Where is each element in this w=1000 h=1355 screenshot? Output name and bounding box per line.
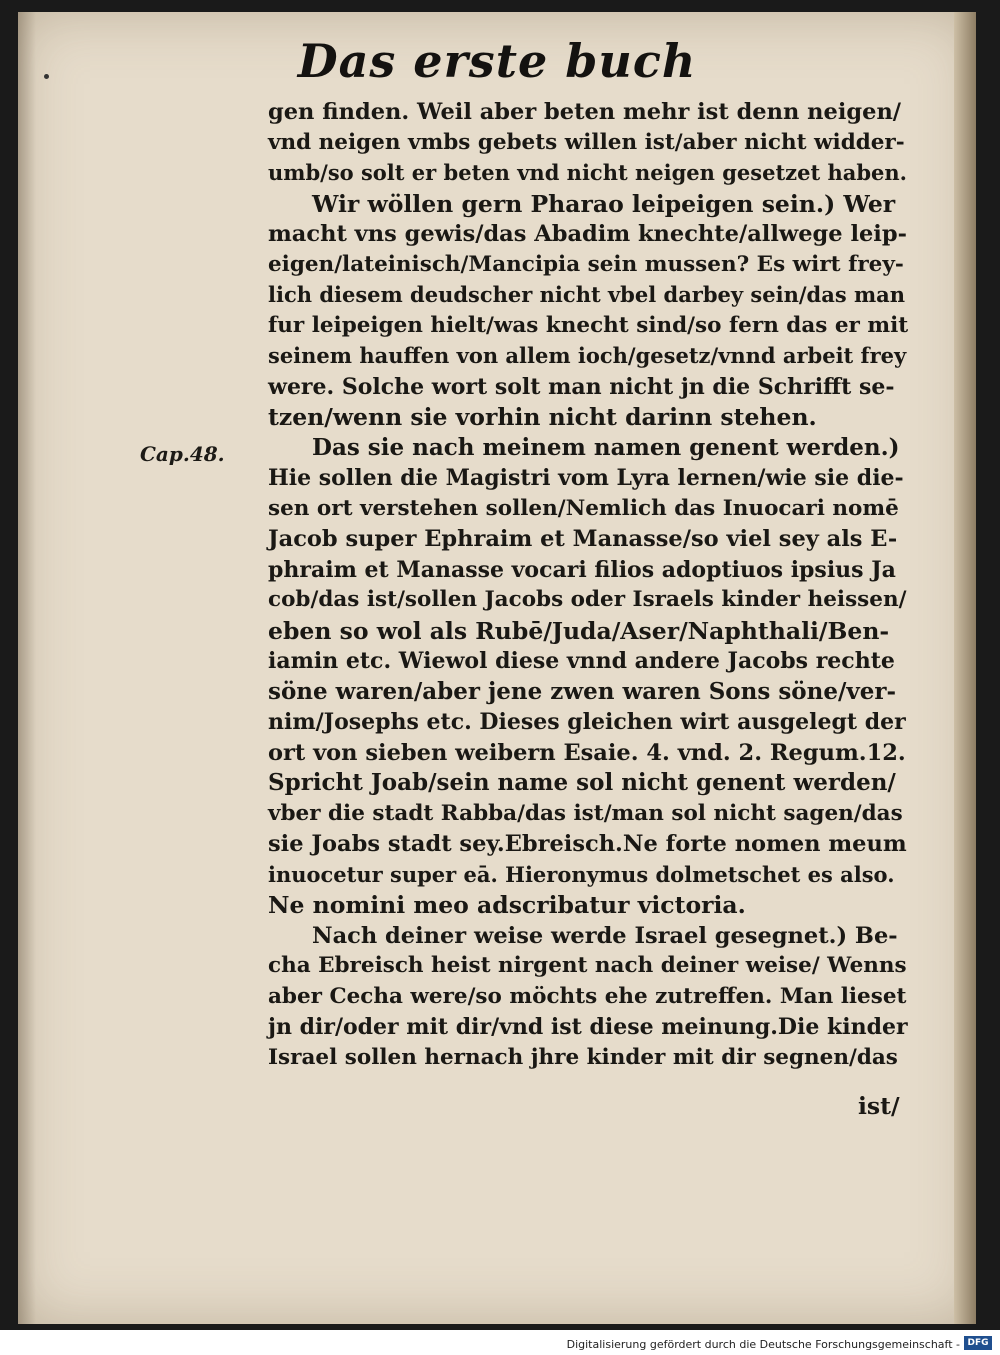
footer-credit: Digitalisierung gefördert durch die Deutsche Forschungsgemeinschaft - <box>566 1338 960 1351</box>
text-line: inuocetur super eā. Hieronymus dolmetschet es also. <box>268 861 895 887</box>
text-line: Ne nomini meo adscribatur victoria. <box>268 891 746 919</box>
text-line: Das sie nach meinem namen genent werden.) <box>312 433 900 461</box>
text-line: eigen/lateinisch/Mancipia sein mussen? Es wirt frey- <box>268 251 904 277</box>
text-line: aber Cecha were/so möchts ehe zutreffen. Man lieset <box>268 983 907 1009</box>
text-line: Israel sollen hernach jhre kinder mit dir segnen/das <box>268 1044 898 1070</box>
text-line: Nach deiner weise werde Israel gesegnet.) Be- <box>312 922 898 949</box>
text-line: seinem hauffen von allem ioch/gesetz/vnnd arbeit frey <box>268 343 907 368</box>
text-line: lich diesem deudscher nicht vbel darbey sein/das man <box>268 282 906 307</box>
text-line: tzen/wenn sie vorhin nicht darinn stehen. <box>268 403 817 431</box>
text-line: were. Solche wort solt man nicht jn die Schrifft se- <box>268 373 895 400</box>
dfg-logo-icon: DFG <box>964 1336 992 1350</box>
text-line: macht vns gewis/das Abadim knechte/allwege leip- <box>268 221 907 247</box>
text-line: gen finden. Weil aber beten mehr ist denn neigen/ <box>268 99 902 125</box>
text-line: söne waren/aber jene zwen waren Sons söne/ver- <box>268 677 897 705</box>
text-line: sie Joabs stadt sey.Ebreisch.Ne forte nomen meum <box>268 831 907 857</box>
page-edge <box>954 12 976 1324</box>
text-line: cob/das ist/sollen Jacobs oder Israels kinder heissen/ <box>268 587 907 612</box>
text-line: jn dir/oder mit dir/vnd ist diese meinung.Die kinder <box>268 1014 908 1040</box>
book-page <box>18 12 976 1324</box>
text-line: vber die stadt Rabba/das ist/man sol nicht sagen/das <box>268 800 903 826</box>
text-line: ort von sieben weibern Esaie. 4. vnd. 2. Regum.12. <box>268 739 906 766</box>
text-line: Wir wöllen gern Pharao leipeigen sein.) Wer <box>312 189 896 218</box>
text-line: Hie sollen die Magistri vom Lyra lernen/wie sie die- <box>268 465 904 491</box>
text-line: sen ort verstehen sollen/Nemlich das Inuocari nomē <box>268 495 899 521</box>
text-line: cha Ebreisch heist nirgent nach deiner weise/ Wenns <box>268 953 907 978</box>
chapter-margin-note: Cap.48. <box>140 442 225 466</box>
text-line: eben so wol als Rubē/Juda/Aser/Naphthali/Ben- <box>268 616 890 645</box>
text-line: nim/Josephs etc. Dieses gleichen wirt ausgelegt der <box>268 709 906 735</box>
catchword: ist/ <box>858 1092 900 1120</box>
text-line: Jacob super Ephraim et Manasse/so viel sey als E- <box>268 526 898 552</box>
text-line: iamin etc. Wiewol diese vnnd andere Jacobs rechte <box>268 648 895 674</box>
text-line: vnd neigen vmbs gebets willen ist/aber nicht widder- <box>268 129 905 155</box>
text-line: fur leipeigen hielt/was knecht sind/so fern das er mit <box>268 312 909 338</box>
page-header: Das erste buch <box>297 34 697 88</box>
body-text <box>268 97 908 1073</box>
text-line: umb/so solt er beten vnd nicht neigen gesetzet haben. <box>268 160 907 185</box>
text-line: Spricht Joab/sein name sol nicht genent werden/ <box>268 769 896 796</box>
text-line: phraim et Manasse vocari filios adoptiuos ipsius Ja <box>268 556 896 583</box>
